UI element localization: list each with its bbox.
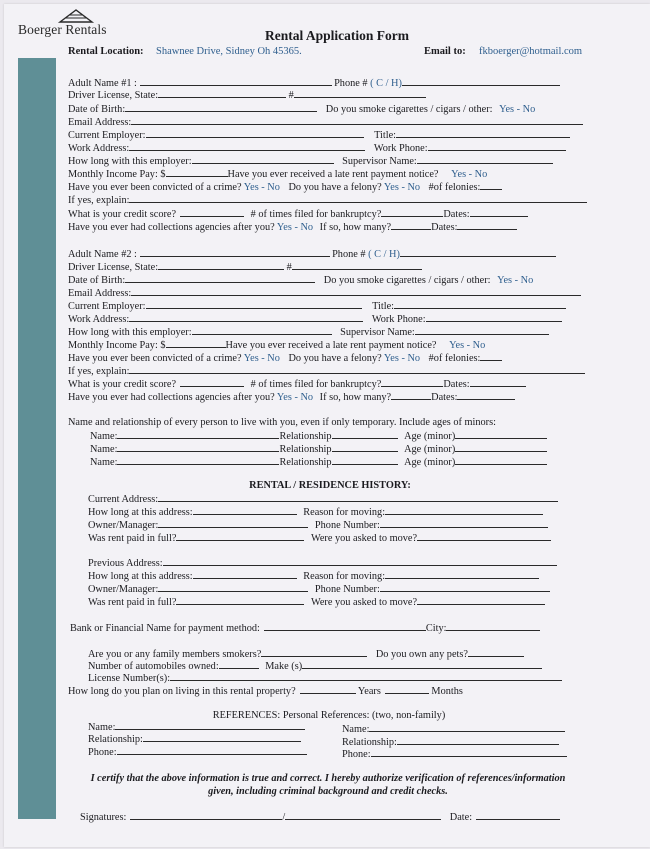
adult1-how-long-label: How long with this employer:	[68, 156, 192, 167]
years-label: Years	[357, 686, 381, 697]
adult1-phone-field[interactable]	[402, 76, 560, 86]
adult1-how-many-field[interactable]	[391, 220, 431, 230]
reference-2-name-field[interactable]	[369, 722, 565, 732]
previous-owner-row	[88, 582, 550, 594]
adult2-supervisor-label: Supervisor Name:	[340, 327, 415, 338]
adult1-dob-row	[68, 102, 535, 114]
adult1-name-field[interactable]	[140, 76, 332, 86]
signature-separator: /	[282, 812, 286, 823]
adult2-phone-label: Phone #	[332, 249, 366, 260]
autos-label: Number of automobiles owned:	[88, 661, 219, 672]
brand-name: Boerger Rentals	[18, 22, 107, 37]
previous-address-row	[88, 556, 557, 568]
previous-how-long-row	[88, 569, 539, 581]
adult1-employer-row	[68, 128, 570, 140]
adult2-phone-field[interactable]	[400, 247, 556, 257]
adult2-name-label: Adult Name #2 :	[68, 249, 137, 260]
rental-location-value: Shawnee Drive, Sidney Oh 45365.	[156, 46, 302, 57]
city-label: City:	[425, 623, 447, 634]
references-heading: REFERENCES: Personal References: (two, non-family)	[212, 710, 446, 721]
occupant-name-field[interactable]	[117, 442, 279, 452]
current-phone-field[interactable]	[380, 518, 548, 528]
adult2-license-row	[68, 260, 422, 272]
previous-phone-label: Phone Number:	[314, 584, 380, 595]
adult2-collections-row	[68, 390, 515, 402]
adult2-license-state-field[interactable]	[158, 260, 284, 270]
reference-2-relationship-row	[342, 735, 559, 747]
adult1-dates-label: Dates:	[443, 209, 470, 220]
adult1-license-number-field[interactable]	[294, 88, 426, 98]
adult2-how-many-field[interactable]	[391, 390, 431, 400]
current-owner-field[interactable]	[158, 518, 308, 528]
current-address-label: Current Address:	[88, 494, 159, 505]
signature-row	[80, 810, 560, 822]
adult2-dob-row	[68, 273, 533, 285]
make-field[interactable]	[302, 659, 542, 669]
adult1-email-label: Email Address:	[68, 117, 132, 128]
occupant-age-label: Age (minor)	[404, 431, 456, 442]
email-to-value[interactable]: fkboerger@hotmail.com	[479, 46, 583, 57]
adult1-crime-label: Have you ever been convicted of a crime?	[68, 182, 242, 193]
adult2-name-row	[68, 247, 556, 259]
adult1-collections-dates-field[interactable]	[457, 220, 517, 230]
adult1-work-phone-field[interactable]	[428, 141, 566, 151]
reference-1-phone-row	[88, 745, 307, 757]
adult2-work-address-field[interactable]	[129, 312, 363, 322]
reference-1-relationship-row	[88, 732, 301, 744]
occupants-intro: Name and relationship of every person to live with you, even if only temporary. Include ages of minors:	[68, 417, 496, 428]
current-how-long-field[interactable]	[193, 505, 297, 515]
autos-field[interactable]	[219, 659, 259, 669]
occupant-row	[90, 429, 547, 441]
adult1-supervisor-label: Supervisor Name:	[342, 156, 417, 167]
autos-row	[88, 659, 542, 671]
previous-rent-paid-field[interactable]	[176, 595, 304, 605]
adult1-employer-label: Current Employer:	[68, 130, 146, 141]
previous-address-label: Previous Address:	[88, 558, 163, 569]
adult1-how-long-field[interactable]	[192, 154, 334, 164]
adult2-name-field[interactable]	[140, 247, 330, 257]
previous-phone-field[interactable]	[380, 582, 550, 592]
adult2-license-label: Driver License, State:	[68, 262, 159, 273]
side-stripe	[18, 58, 56, 819]
current-owner-label: Owner/Manager:	[88, 520, 159, 531]
adult2-email-row	[68, 286, 581, 298]
adult2-bankruptcy-field[interactable]	[381, 377, 443, 387]
occupant-name-label: Name:	[90, 457, 118, 468]
adult1-explain-label: If yes, explain:	[68, 195, 130, 206]
adult2-collections-dates-label: Dates:	[431, 392, 458, 403]
date-label: Date:	[449, 812, 473, 823]
adult2-income-row	[68, 338, 485, 350]
occupant-name-field[interactable]	[117, 455, 279, 465]
adult2-late-yes-no[interactable]: Yes - No	[449, 340, 486, 351]
reference-1-name-field[interactable]	[115, 720, 305, 730]
adult2-phone-options: ( C / H)	[368, 249, 400, 260]
previous-how-long-label: How long at this address:	[88, 571, 193, 582]
reference-phone-label: Phone:	[88, 747, 117, 758]
adult2-collections-yes-no[interactable]: Yes - No	[276, 392, 314, 403]
adult2-how-long-label: How long with this employer:	[68, 327, 192, 338]
bank-row	[70, 621, 540, 633]
adult2-bankruptcy-label: # of times filed for bankruptcy?	[250, 379, 382, 390]
reference-phone-label: Phone:	[342, 749, 371, 760]
adult2-work-address-row	[68, 312, 562, 324]
smokers-field[interactable]	[261, 647, 367, 657]
occupant-age-field[interactable]	[455, 442, 547, 452]
adult2-crime-label: Have you ever been convicted of a crime?	[68, 353, 242, 364]
license-numbers-field[interactable]	[170, 671, 562, 681]
current-how-long-row	[88, 505, 543, 517]
license-numbers-label: License Number(s):	[88, 673, 171, 684]
occupant-row	[90, 442, 547, 454]
adult1-dob-field[interactable]	[125, 102, 317, 112]
occupant-name-label: Name:	[90, 431, 118, 442]
adult1-collections-row	[68, 220, 517, 232]
occupant-age-label: Age (minor)	[404, 457, 456, 468]
previous-asked-move-field[interactable]	[417, 595, 545, 605]
adult2-title-field[interactable]	[394, 299, 566, 309]
adult2-credit-row	[68, 377, 526, 389]
adult1-credit-label: What is your credit score?	[68, 209, 177, 220]
adult1-income-field[interactable]	[166, 167, 228, 177]
signature-label: Signatures:	[80, 812, 127, 823]
adult1-work-address-label: Work Address:	[68, 143, 130, 154]
adult1-name-row	[68, 76, 560, 88]
adult2-how-long-field[interactable]	[192, 325, 332, 335]
bank-field[interactable]	[264, 621, 426, 631]
adult1-explain-row	[68, 193, 587, 205]
occupant-name-label: Name:	[90, 444, 118, 455]
adult2-dob-label: Date of Birth:	[68, 275, 126, 286]
adult2-num-felonies-label: #of felonies:	[428, 353, 481, 364]
adult2-crime-yes-no[interactable]: Yes - No	[243, 353, 280, 364]
adult1-phone-label: Phone #	[334, 78, 368, 89]
adult2-credit-field[interactable]	[180, 377, 244, 387]
adult2-supervisor-field[interactable]	[415, 325, 549, 335]
current-reason-label: Reason for moving:	[303, 507, 386, 518]
signature-2-field[interactable]	[285, 810, 441, 820]
years-field[interactable]	[300, 684, 356, 694]
adult2-email-label: Email Address:	[68, 288, 132, 299]
adult2-smoke-label: Do you smoke cigarettes / cigars / other:	[323, 275, 491, 286]
occupant-age-field[interactable]	[455, 455, 547, 465]
adult1-num-felonies-field[interactable]	[480, 180, 502, 190]
email-to-label: Email to:	[424, 46, 466, 57]
adult1-work-address-field[interactable]	[129, 141, 365, 151]
adult1-bankruptcy-label: # of times filed for bankruptcy?	[250, 209, 382, 220]
adult1-num-felonies-label: #of felonies:	[428, 182, 481, 193]
form-title: Rental Application Form	[265, 28, 409, 43]
adult2-dob-field[interactable]	[125, 273, 315, 283]
current-address-field[interactable]	[158, 492, 558, 502]
adult1-phone-options: ( C / H)	[370, 78, 402, 89]
adult2-email-field[interactable]	[131, 286, 581, 296]
current-phone-label: Phone Number:	[314, 520, 380, 531]
adult1-felony-label: Do you have a felony?	[288, 182, 382, 193]
reference-2-phone-row	[342, 747, 567, 759]
adult1-late-yes-no[interactable]: Yes - No	[451, 169, 488, 180]
adult1-work-phone-label: Work Phone:	[373, 143, 428, 154]
current-asked-move-label: Were you asked to move?	[310, 533, 418, 544]
adult2-employer-field[interactable]	[146, 299, 362, 309]
adult2-employer-row	[68, 299, 566, 311]
adult1-dates-field[interactable]	[470, 207, 528, 217]
city-field[interactable]	[446, 621, 540, 631]
adult2-felony-label: Do you have a felony?	[288, 353, 382, 364]
how-long-plan-label: How long do you plan on living in this rental property?	[68, 686, 296, 697]
adult1-email-row	[68, 115, 583, 127]
current-rent-paid-row	[88, 531, 551, 543]
reference-1-phone-field[interactable]	[117, 745, 307, 755]
adult1-explain-field[interactable]	[129, 193, 587, 203]
make-label: Make (s)	[265, 661, 303, 672]
occupant-relationship-field[interactable]	[332, 442, 398, 452]
adult2-crime-row	[68, 351, 502, 363]
adult1-collections-label: Have you ever had collections agencies after you?	[68, 222, 275, 233]
current-asked-move-field[interactable]	[417, 531, 551, 541]
signature-1-field[interactable]	[130, 810, 282, 820]
adult2-collections-label: Have you ever had collections agencies after you?	[68, 392, 275, 403]
occupant-age-field[interactable]	[455, 429, 547, 439]
adult1-title-field[interactable]	[396, 128, 570, 138]
adult1-license-hash: #	[288, 90, 294, 101]
adult1-smoke-label: Do you smoke cigarettes / cigars / other:	[325, 104, 493, 115]
date-field[interactable]	[476, 810, 560, 820]
adult1-license-state-field[interactable]	[158, 88, 286, 98]
adult1-income-label: Monthly Income Pay: $	[68, 169, 166, 180]
months-label: Months	[431, 686, 463, 697]
reference-1-name-row	[88, 720, 305, 732]
occupant-relationship-label: Relationship	[279, 457, 332, 468]
adult2-how-long-row	[68, 325, 549, 337]
adult1-crime-yes-no[interactable]: Yes - No	[243, 182, 280, 193]
adult2-license-hash: #	[286, 262, 292, 273]
previous-reason-field[interactable]	[385, 569, 539, 579]
smokers-label: Are you or any family members smokers?	[88, 649, 262, 660]
current-rent-paid-field[interactable]	[176, 531, 304, 541]
reference-name-label: Name:	[342, 724, 370, 735]
occupant-name-field[interactable]	[117, 429, 279, 439]
adult1-smoke-yes-no[interactable]: Yes - No	[499, 104, 536, 115]
rental-location-label: Rental Location:	[68, 46, 144, 57]
bank-label: Bank or Financial Name for payment method:	[70, 623, 260, 634]
occupant-relationship-label: Relationship	[279, 444, 332, 455]
adult1-collections-yes-no[interactable]: Yes - No	[276, 222, 314, 233]
license-numbers-row	[88, 671, 562, 683]
adult1-email-field[interactable]	[131, 115, 583, 125]
occupant-relationship-field[interactable]	[332, 455, 398, 465]
previous-reason-label: Reason for moving:	[303, 571, 386, 582]
adult1-dob-label: Date of Birth:	[68, 104, 126, 115]
how-long-plan-row	[68, 684, 463, 696]
adult2-explain-label: If yes, explain:	[68, 366, 130, 377]
previous-owner-field[interactable]	[158, 582, 308, 592]
adult1-bankruptcy-field[interactable]	[381, 207, 443, 217]
current-address-row	[88, 492, 558, 504]
adult1-late-label: Have you ever received a late rent payment notice?	[227, 169, 439, 180]
adult2-explain-field[interactable]	[129, 364, 585, 374]
adult2-dates-label: Dates:	[443, 379, 470, 390]
reference-2-relationship-field[interactable]	[397, 735, 559, 745]
pets-label: Do you own any pets?	[375, 649, 468, 660]
adult1-how-long-row	[68, 154, 553, 166]
reference-relationship-label: Relationship:	[88, 734, 143, 745]
adult2-license-number-field[interactable]	[292, 260, 422, 270]
adult2-title-label: Title:	[372, 301, 395, 312]
adult1-supervisor-field[interactable]	[417, 154, 553, 164]
adult1-work-address-row	[68, 141, 566, 153]
previous-how-long-field[interactable]	[193, 569, 297, 579]
rental-history-heading: RENTAL / RESIDENCE HISTORY:	[249, 480, 411, 491]
current-reason-field[interactable]	[385, 505, 543, 515]
reference-2-name-row	[342, 722, 565, 734]
adult1-license-row	[68, 88, 426, 100]
reference-2-phone-field[interactable]	[371, 747, 567, 757]
adult2-smoke-yes-no[interactable]: Yes - No	[497, 275, 534, 286]
adult1-crime-row	[68, 180, 502, 192]
reference-relationship-label: Relationship:	[342, 737, 397, 748]
smokers-row	[88, 647, 524, 659]
adult1-income-row	[68, 167, 487, 179]
adult1-employer-field[interactable]	[146, 128, 364, 138]
previous-rent-paid-row	[88, 595, 545, 607]
adult1-credit-field[interactable]	[180, 207, 244, 217]
previous-address-field[interactable]	[163, 556, 557, 566]
adult2-credit-label: What is your credit score?	[68, 379, 177, 390]
adult2-work-phone-label: Work Phone:	[371, 314, 426, 325]
adult1-how-many-label: If so, how many?	[319, 222, 392, 233]
occupant-age-label: Age (minor)	[404, 444, 456, 455]
adult2-num-felonies-field[interactable]	[480, 351, 502, 361]
adult2-how-many-label: If so, how many?	[319, 392, 392, 403]
adult2-dates-field[interactable]	[470, 377, 526, 387]
occupant-relationship-label: Relationship	[279, 431, 332, 442]
months-field[interactable]	[385, 684, 429, 694]
pets-field[interactable]	[468, 647, 524, 657]
previous-owner-label: Owner/Manager:	[88, 584, 159, 595]
adult1-title-label: Title:	[374, 130, 397, 141]
reference-name-label: Name:	[88, 722, 116, 733]
adult1-license-label: Driver License, State:	[68, 90, 159, 101]
adult1-felony-yes-no[interactable]: Yes - No	[383, 182, 421, 193]
current-owner-row	[88, 518, 548, 530]
adult2-felony-yes-no[interactable]: Yes - No	[383, 353, 421, 364]
adult1-name-label: Adult Name #1 :	[68, 78, 137, 89]
previous-rent-paid-label: Was rent paid in full?	[88, 597, 177, 608]
reference-1-relationship-field[interactable]	[143, 732, 301, 742]
previous-asked-move-label: Were you asked to move?	[310, 597, 418, 608]
adult2-work-address-label: Work Address:	[68, 314, 130, 325]
adult2-income-field[interactable]	[166, 338, 226, 348]
adult1-credit-row	[68, 207, 528, 219]
certification-statement: I certify that the above information is true and correct. I hereby authorize verification of references/information given, including criminal background and credit checks.	[90, 773, 566, 797]
adult2-collections-dates-field[interactable]	[457, 390, 515, 400]
current-how-long-label: How long at this address:	[88, 507, 193, 518]
adult2-income-label: Monthly Income Pay: $	[68, 340, 166, 351]
adult1-collections-dates-label: Dates:	[431, 222, 458, 233]
current-rent-paid-label: Was rent paid in full?	[88, 533, 177, 544]
adult2-explain-row	[68, 364, 585, 376]
occupant-row	[90, 455, 547, 467]
adult2-late-label: Have you ever received a late rent payment notice?	[225, 340, 437, 351]
adult2-work-phone-field[interactable]	[426, 312, 562, 322]
adult2-employer-label: Current Employer:	[68, 301, 146, 312]
occupant-relationship-field[interactable]	[332, 429, 398, 439]
